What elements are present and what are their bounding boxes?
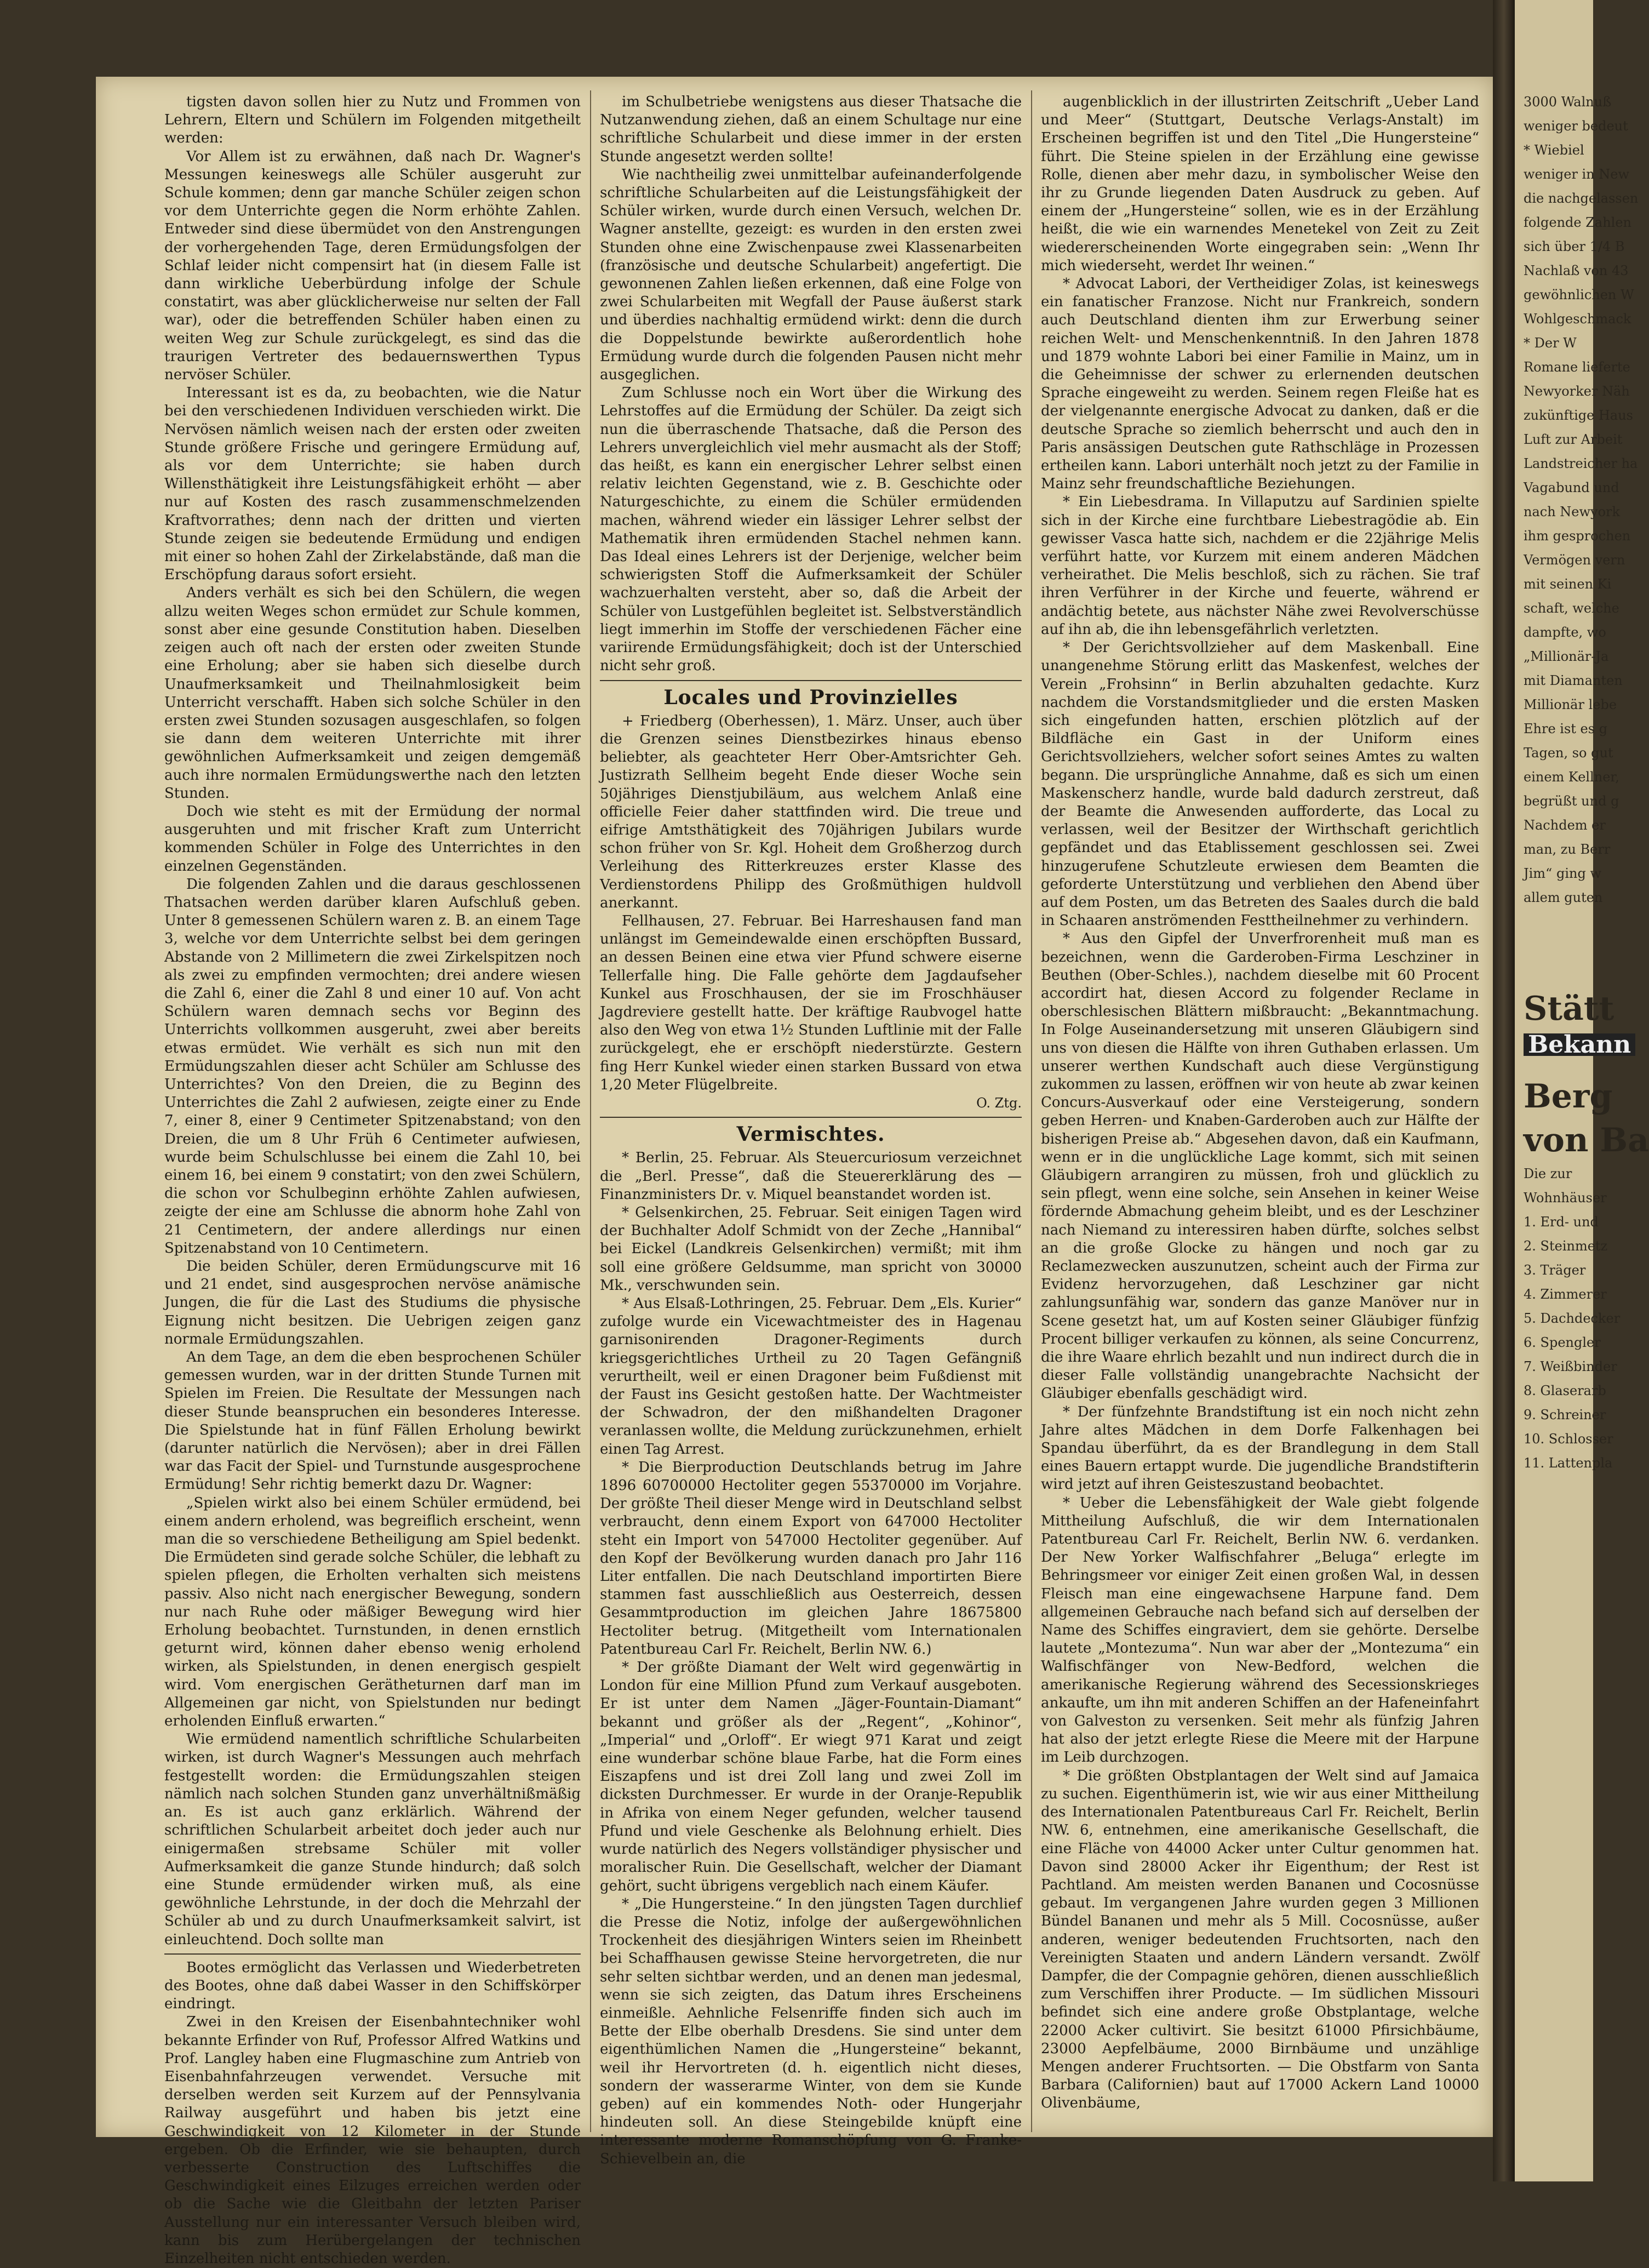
paragraph: Die beiden Schüler, deren Ermüdungscurve mit 16 und 21 endet, sind ausgesprochen nervöse anämische Jungen, die für die Last des Studiums die physische Eignung nicht besitzen. Die Uebrigen zeigen ganz normale Ermüdungszahlen. — [164, 1258, 581, 1347]
page-fragment-text: ihm gesprochen — [1524, 528, 1631, 544]
section-divider — [600, 1117, 1022, 1118]
article-column-3 — [1041, 93, 1479, 2132]
page-fragment-text: Die zur — [1524, 1166, 1572, 1181]
paragraph: Wie nachtheilig zwei unmittelbar aufeinanderfolgende schriftliche Schularbeiten auf die Leistungsfähigkeit der Schüler wirken, wurde durch einen Versuch, welchen Dr. Wagner anstellte, gezeigt: es wurden in den ersten zwei Stunden ohne eine Zwischenpause zwei Klassenarbeiten (französische und deutsche Schularbeit) angefertigt. Die gewonnenen Zahlen ließen erkennen, daß eine Folge von zwei Schularbeiten mit Wegfall der Pause äußerst stark und überdies nachhaltig ermüdend wirkt: denn die durch die Doppelstunde bewirkte außerordentlich hohe Ermüdung wurde durch die folgenden Pausen nicht mehr ausgeglichen. — [600, 166, 1022, 384]
page-fragment-text: dampfte, wo — [1524, 625, 1606, 640]
page-fragment-text: 6. Spengler — [1524, 1335, 1601, 1350]
miscellaneous-heading: Vermischtes. — [736, 1123, 885, 1146]
paragraph: „Spielen wirkt also bei einem Schüler ermüdend, bei einem andern erholend, was begreiflich erscheint, wenn man die so verschiedene Betheiligung am Spiel bedenkt. Die Ermüdeten sind gerade solche Schüler, die lebhaft zu spielen pflegen, die Erholten verhalten sich meistens passiv. Also nicht nach energischer Bewegung, sondern nur nach Ruhe oder mäßiger Bewegung wird hier Erholung beobachtet. Turnstunden, in denen ernstlich geturnt wird, können daher ebenso wenig erholend wirken, als Spielstunden, in denen energisch gespielt wird. Vom energischen Gerätheturnen darf man im Allgemeinen gar nicht, von Spielstunden nur bedingt erholenden Einfluß erwarten.“ — [164, 1494, 581, 1730]
article-column-1 — [164, 93, 581, 2267]
page-fragment-text: schaft, welche — [1524, 601, 1619, 616]
paragraph: tigsten davon sollen hier zu Nutz und Frommen von Lehrern, Eltern und Schülern im Folgenden mitgetheilt werden: — [164, 94, 581, 147]
page-fragment-text: „Millionär-Ja — [1524, 649, 1609, 664]
paragraph: Zwei in den Kreisen der Eisenbahntechniker wohl bekannte Erfinder von Ruf, Professor Alfred Watkins und Prof. Langley haben eine Flugmaschine zum Antrieb von Eisenbahnfahrzeugen verwendet. Versuche mit derselben werden seit Kurzem auf der Pennsylvania Railway ausgeführt und haben bis jetzt eine Geschwindigkeit von 12 Kilometer in der Stunde ergeben. Ob die Erfinder, wie sie behaupten, durch verbesserte Construction des Luftschiffes die Geschwindigkeit eines Eilzuges erreichen werden oder ob die Sache wie die Gleitbahn der letzten Pariser Ausstellung nur ein interessanter Versuch bleiben wird, kann bis zum Herübergelangen der technischen Einzelheiten nicht entschieden werden. — [164, 2014, 581, 2267]
local-news-heading: Locales und Provinzielles — [663, 685, 958, 709]
page-fragment-text: 5. Dachdecker — [1524, 1311, 1621, 1326]
paragraph: + Friedberg (Oberhessen), 1. März. Unser, auch über die Grenzen seines Dienstbezirkes hinaus ebenso beliebter, als geachteter Herr Ober-Amtsrichter Geh. Justizrath Sellheim begeht Ende dieser Woche sein 50jähriges Dienstjubiläum, aus welchem Anlaß eine officielle Feier daher stattfinden wird. Die treue und eifrige Amtsthätigkeit des 70jährigen Jubilars wurde schon früher von Sr. Kgl. Hoheit dem Großherzog durch Verleihung des Ritterkreuzes erster Klasse des Verdienstordens Philipp des Großmüthigen huldvoll anerkannt. — [600, 712, 1022, 911]
page-fragment-text: Wohnhäuser — [1524, 1190, 1607, 1206]
page-fragment-text: zukünftige Haus — [1524, 408, 1633, 423]
local-news-source: O. Ztg. — [976, 1095, 1022, 1111]
book-spine — [1493, 0, 1515, 2181]
paragraph: im Schulbetriebe wenigstens aus dieser Thatsache die Nutzanwendung ziehen, daß an einem Schultage nur eine schriftliche Schularbeit und diese immer in der ersten Stunde angesetzt werden sollte! — [600, 94, 1022, 165]
flying-machine-article — [164, 1959, 581, 2268]
paragraph: * Aus den Gipfel der Unverfrorenheit muß man es bezeichnen, wenn die Garderoben-Firma Leschziner in Beuthen (Ober-Schles.), nachdem dieselbe mit 60 Procent accordirt hat, diesen Accord zu folgender Reclame in oberschlesischen Blättern mißbraucht: „Bekanntmachung. In Folge Auseinandersetzung mit unseren Gläubigern sind uns von diesen die Hälfte von ihren Guthaben erlassen. Um unserer werthen Kundschaft auch diese Vergünstigung zukommen zu lassen, eröffnen wir von heute ab zwar keinen Concurs-Ausverkauf oder eine Versteigerung, sondern geben Herren- und Knaben-Garderoben auch zur Hälfte der bisherigen Preise ab.“ Abgesehen davon, daß ein Kaufmann, wenn er in die unglückliche Lage kommt, sich mit seinen Gläubigern arrangiren zu müssen, froh und glücklich zu sein pflegt, wenn eine solche, sein Ansehen in keiner Weise fördernde Abmachung geheim bleibt, und es der Leschziner nach Niemand zu interessiren haben dürfte, solches selbst an die große Glocke zu hängen und noch gar zu Reclamezwecken auszunutzen, scheint auch der Firma zur Evidenz hervorzugehen, daß Leschziner gar nicht zahlungsunfähig war, sondern das ganze Manöver nur in Scene gesetzt hat, um auf Kosten seiner Gläubiger fünfzig Procent billiger verkaufen zu können, als seine Concurrenz, die ihre Waare ehrlich bezahlt und nun indirect durch die in dieser Falle vollständig unangebrachte Nachsicht der Gläubiger ebenfalls geschädigt wird. — [1041, 930, 1479, 1402]
paragraph: Doch wie steht es mit der Ermüdung der normal ausgeruhten und mit frischer Kraft zum Unterricht kommenden Schüler in Folge des Unterrichtes in den einzelnen Gegenständen. — [164, 803, 581, 875]
page-fragment-text: Wohlgeschmack — [1524, 311, 1631, 327]
page-fragment-text: weniger bedeut — [1524, 118, 1628, 134]
page-fragment-text: 4. Zimmerer — [1524, 1287, 1607, 1302]
page-fragment-text: 2. Steinmetz — [1524, 1238, 1608, 1254]
page-fragment-text: Tagen, so gut — [1524, 745, 1613, 761]
page-fragment-text: 9. Schreiner — [1524, 1407, 1606, 1423]
page-fragment-text: Luft zur Arbeit — [1524, 432, 1623, 447]
page-fragment-text: die nachgelassen — [1524, 191, 1639, 206]
page-fragment-text: von Ba — [1524, 1121, 1649, 1159]
miscellaneous-section — [600, 1149, 1022, 2168]
paragraph: Die folgenden Zahlen und die daraus geschlossenen Thatsachen werden darüber klaren Aufschluß geben. Unter 8 gemessenen Schülern waren z. B. an einem Tage 3, welche vor dem Unterrichte selbst bei dem geringen Abstande von 2 Millimetern die zwei Zirkelspitzen noch als zwei zu empfinden vermochten; drei andere wiesen die Zahl 6, einer die Zahl 8 und einer 10 auf. Von acht Schülern waren demnach sechs vor Beginn des Unterrichts vollkommen ausgeruht, zwei aber bereits etwas ermüdet. Wie verhält es sich nun mit den Ermüdungszahlen dieser acht Schüler am Schlusse des Unterrichtes? Von den Dreien, die zu Beginn des Unterrichtes die Zahl 2 aufwiesen, zeigte einer zu Ende 7, einer 8, einer 9 Centimeter Spitzenabstand; von den Dreien, die um 8 Uhr Früh 6 Centimeter aufwiesen, wurde beim Schulschlusse bei einem die Zahl 10, bei einem 16, bei einem 9 constatirt; von den zwei Schülern, die schon vor Schulbeginn erhöhte Zahlen aufwiesen, zeigte der eine am Schlusse die abnorm hohe Zahl von 21 Centimetern, der andere allerdings nur einen Spitzenabstand von 10 Centimetern. — [164, 876, 581, 1256]
page-fragment-text: Stätt — [1524, 990, 1614, 1028]
paragraph: * Gelsenkirchen, 25. Februar. Seit einigen Tagen wird der Buchhalter Adolf Schmidt von der Zeche „Hannibal“ bei Eickel (Landkreis Gelsenkirchen) vermißt; mit ihm soll eine größere Geldsumme, man spricht von 30000 Mk., verschwunden sein. — [600, 1204, 1022, 1294]
page-fragment-text: * Der W — [1524, 335, 1577, 351]
paragraph: * Die Bierproduction Deutschlands betrug im Jahre 1896 60700000 Hectoliter gegen 55370000 im Vorjahre. Der größte Theil dieser Menge wird in Deutschland selbst verbraucht, denn einem Export von 647000 Hectoliter steht ein Import von 547000 Hectoliter gegenüber. Auf den Kopf der Bevölkerung wurden danach pro Jahr 116 Liter entfallen. Die nach Deutschland importirten Biere stammen fast ausschließlich aus Oesterreich, dessen Gesammtproduction im gleichen Jahre 18675800 Hectoliter betrug. (Mitgetheilt vom Internationalen Patentbureau Carl Fr. Reichelt, Berlin NW. 6.) — [600, 1459, 1022, 1658]
paragraph: * „Die Hungersteine.“ In den jüngsten Tagen durchlief die Presse die Notiz, infolge der außergewöhnlichen Trockenheit des diesjährigen Winters seien im Rheinbett bei Schaffhausen gewisse Steine hervorgetreten, die nur sehr selten sichtbar werden, und an denen man jedesmal, wenn sie sich zeigten, das Datum ihres Erscheinens einmeißle. Aehnliche Felsenriffe finden sich auch im Bette der Elbe oberhalb Dresdens. Sie sind unter dem eigenthümlichen Namen die „Hungersteine“ bekannt, weil ihr Hervortreten (d. h. eigentlich nicht dieses, sondern der wasserarme Winter, von dem sie Kunde geben) auf ein kommendes Noth- oder Hungerjahr hindeuten soll. An diese Steingebilde knüpft eine interessante moderne Romanschöpfung von G. Franke-Schievelbein an, die — [600, 1895, 1022, 2167]
article-column-2 — [600, 93, 1022, 2167]
section-divider — [600, 680, 1022, 681]
page-fragment-text: Millionär lebe — [1524, 697, 1617, 712]
column-rule — [590, 90, 591, 2132]
page-fragment-text: Ehre ist es g — [1524, 721, 1608, 736]
paragraph: Interessant ist es da, zu beobachten, wie die Natur bei den verschiedenen Individuen verschieden wirkt. Die Nervösen nämlich weisen nach der ersten oder zweiten Stunde größere Frische und geringere Ermüdung auf, als vor dem Unterrichte; sie haben durch Willensthätigkeit ihre Leistungsfähigkeit erhöht — aber nur auf Kosten des rasch zusammenschmelzenden Kraftvorrathes; denn nach der dritten und vierten Stunde zeigen sie bedeutende Ermüdung und endigen mit einer so hohen Zahl der Zirkelabstände, daß man die Erschöpfung daraus sofort ersieht. — [164, 385, 581, 584]
page-fragment-text: sich über 1/4 B — [1524, 239, 1625, 254]
page-fragment-text: 1. Erd- und — [1524, 1214, 1599, 1230]
paragraph: Fellhausen, 27. Februar. Bei Harreshausen fand man unlängst im Gemeindewalde einen erschöpften Bussard, an dessen Beinen eine etwa vier Pfund schwere eiserne Tellerfalle hing. Die Falle gehörte dem Jagdaufseher Kunkel aus Froschhausen, der sie im Froschhäuser Jagdreviere gestellt hatte. Der kräftige Raubvogel hatte also den Weg von etwa 1½ Stunden Luftlinie mit der Falle zurückgelegt, ehe er erschöpft niederstürzte. Gestern fing Herr Kunkel wieder einen starken Bussard von etwa 1,20 Meter Flügelbreite. — [600, 912, 1022, 1093]
paragraph: * Ueber die Lebensfähigkeit der Wale giebt folgende Mittheilung Aufschluß, die wir dem Internationalen Patentbureau Carl Fr. Reichelt, Berlin NW. 6. verdanken. Der New Yorker Walfischfahrer „Beluga“ erlegte im Behringsmeer vor einiger Zeit einen großen Wal, in dessen Fleisch man eine eingewachsene Harpune fand. Dem allgemeinen Gebrauche nach befand sich auf derselben der Name des Schiffes eingraviert, dem sie gehörte. Derselbe lautete „Montezuma“. Nun war aber der „Montezuma“ ein Walfischfänger von New-Bedford, welchen die amerikanische Regierung während des Secessionskrieges ankaufte, um ihn mit anderen Schiffen an der Hafeneinfahrt von Galveston zu versenken. Seit mehr als fünfzig Jahren hat also der jetzt erlegte Riese die Meere mit der Harpune im Leib durchzogen. — [1041, 1494, 1479, 1766]
page-fragment-text: 7. Weißbinder — [1524, 1359, 1617, 1374]
page-fragment-text: allem guten — [1524, 890, 1603, 905]
page-fragment-text: Vermögen vern — [1524, 552, 1625, 568]
paragraph: Anders verhält es sich bei den Schülern, die wegen allzu weiten Weges schon ermüdet zur Schule kommen, sonst aber eine gesunde Constitution haben. Dieselben zeigen auch oft nach der ersten oder zweiten Stunde eine Erholung; aber sie haben sich dieselbe durch Unaufmerksamkeit und Theilnahmlosigkeit beim Unterricht verschafft. Haben sich solche Schüler in den ersten zwei Stunden sozusagen ausgeschlafen, so folgen sie dann dem weiteren Unterrichte mit ihrer gewöhnlichen Aufmerksamkeit und zeigen demgemäß auch ihre normalen Ermüdungswerthe nach den letzten Stunden. — [164, 585, 581, 802]
paragraph: Zum Schlusse noch ein Wort über die Wirkung des Lehrstoffes auf die Ermüdung der Schüler. Da zeigt sich nun die überraschende Thatsache, daß die Person des Lehrers unvergleichlich viel mehr ausmacht als der Stoff; das heißt, es kann ein energischer Lehrer selbst einen relativ leichten Gegenstand, wie z. B. Geschichte oder Naturgeschichte, zu einem die Schüler ermüdenden machen, während wieder ein lässiger Lehrer selbst der Mathematik ihren ermüdenden Stachel nehmen kann. Das Ideal eines Lehrers ist der Derjenige, welcher beim schwierigsten Stoff die Aufmerksamkeit der Schüler wachzuerhalten versteht, aber so, daß die Arbeit der Schüler von Lustgefühlen begleitet ist. Selbstverständlich liegt immerhin im Stoffe der verschiedenen Fächer eine variirende Ermüdungsfähigkeit; doch ist der Unterschied nicht sehr groß. — [600, 385, 1022, 675]
school-fatigue-article-continued — [600, 93, 1022, 676]
page-fragment-text: 3000 Walnuß — [1524, 94, 1612, 110]
page-fragment-text: Newyorker Näh — [1524, 384, 1630, 399]
paragraph: * Aus Elsaß-Lothringen, 25. Februar. Dem „Els. Kurier“ zufolge wurde ein Vicewachtmeister des in Hagenau garnisonirenden Dragoner-Regiments durch kriegsgerichtliches Urtheil zu 20 Tagen Gefängniß verurtheilt, weil er einen Dragoner beim Fußdienst mit der Faust ins Gesicht gestoßen hatte. Der Wachtmeister der Schwadron, der den mißhandelten Dragoner veranlassen wollte, die Meldung zurückzunehmen, erhielt einen Tag Arrest. — [600, 1295, 1022, 1458]
page-fragment-text: begrüßt und g — [1524, 793, 1619, 809]
page-fragment-text: Nachdem er — [1524, 818, 1606, 833]
paragraph: Wie ermüdend namentlich schriftliche Schularbeiten wirken, ist durch Wagner's Messungen auch mehrfach festgestellt worden: die Ermüdungszahlen steigen nämlich nach solchen Stunden ganz unverhältnißmäßig an. Es ist auch ganz erklärlich. Während der schriftlichen Schularbeit arbeitet doch jeder auch nur einigermaßen strebsame Schüler mit voller Aufmerksamkeit die ganze Stunde hindurch; daß solch eine Stunde ermüdender wirken muß, als eine gewöhnliche Lehrstunde, in der doch die Mehrzahl der Schüler ab und zu durch Unaufmerksamkeit salvirt, ist einleuchtend. Doch sollte man — [164, 1731, 581, 1948]
paragraph: * Advocat Labori, der Vertheidiger Zolas, ist keineswegs ein fanatischer Franzose. Nicht nur Frankreich, sondern auch Deutschland dienten ihm zur Erwerbung seiner reichen Welt- und Menschenkenntniß. In den Jahren 1878 und 1879 wohnte Labori bei einer Familie in Mainz, um in die Geheimnisse der schwer zu erlernenden deutschen Sprache eingeweiht zu werden. Seinem regen Fleiße hat es der vielgenannte energische Advocat zu danken, daß er die deutsche Sprache so ziemlich beherrscht und auch den in Paris ansässigen Deutschen gute Rathschläge in Prozessen ertheilen kann. Labori unterhält noch jetzt zu der Familie in Mainz sehr freundschaftliche Beziehungen. — [1041, 276, 1479, 493]
page-fragment-text: mit seinen Ki — [1524, 576, 1612, 592]
page-fragment-text: Vagabund und — [1524, 480, 1619, 495]
paragraph: augenblicklich in der illustrirten Zeitschrift „Ueber Land und Meer“ (Stuttgart, Deutsche Verlags-Anstalt) im Erscheinen begriffen ist und den Titel „Die Hungersteine“ führt. Die Steine spielen in der Erzählung eine gewisse Rolle, dienen aber mehr dazu, in symbolischer Weise den ihr zu Grunde liegenden Daten Ausdruck zu geben. Auf einem der „Hungersteine“ sollen, wie es in der Erzählung heißt, die wie ein warnendes Menetekel von Zeit zu Zeit wiedererscheinenden Worte eingegraben sein: „Wenn Ihr mich wiederseht, werdet Ihr weinen.“ — [1041, 94, 1479, 274]
paragraph: An dem Tage, an dem die eben besprochenen Schüler gemessen wurden, war in der dritten Stunde Turnen mit Spielen im Freien. Die Resultate der Messungen nach dieser Stunde beanspruchen ein besonderes Interesse. Die Spielstunde hat in fünf Fällen Erholung bewirkt (darunter natürlich die Nervösen); aber in drei Fällen war das Facit der Spiel- und Turnstunde ausgesprochene Ermüdung! Sehr richtig bemerkt dazu Dr. Wagner: — [164, 1349, 581, 1493]
page-fragment-text: gewöhnlichen W — [1524, 287, 1634, 302]
column-divider — [164, 1953, 581, 1955]
page-fragment-text: 11. Lattenpla — [1524, 1455, 1613, 1471]
school-fatigue-article — [164, 93, 581, 1949]
paragraph: * Ein Liebesdrama. In Villaputzu auf Sardinien spielte sich in der Kirche eine furchtbare Liebestragödie ab. Ein gewisser Vasca hatte sich, nachdem er die 22jährige Melis verführt hatte, vor Kurzem mit einem anderen Mädchen verheirathet. Die Melis beschloß, sich zu rächen. Sie traf ihren Verführer in der Kirche und feuerte, während er andächtig betete, aus nächster Nähe zwei Revolverschüsse auf ihn ab, die ihn lebensgefährlich verletzten. — [1041, 494, 1479, 638]
page-fragment-text: Nachlaß von 43 — [1524, 263, 1629, 278]
paragraph: * Berlin, 25. Februar. Als Steuercuriosum verzeichnet die „Berl. Presse“, daß die Steuererklärung des — Finanzministers Dr. v. Miquel beanstandet worden ist. — [600, 1150, 1022, 1203]
page-fragment-text: Jim“ ging w — [1524, 866, 1601, 881]
paragraph: Vor Allem ist zu erwähnen, daß nach Dr. Wagner's Messungen keineswegs alle Schüler ausgeruht zur Schule kommen; denn gar manche Schüler zeigen schon vor dem Unterrichte gegen die Norm erhöhte Zahlen. Entweder sind diese übermüdet von den Anstrengungen der vorhergehenden Tage, deren Ermüdungsfolgen der Schlaf leider nicht compensirt hat (in diesem Falle ist dann wirkliche Ueberbürdung infolge der Schule constatirt, was aber glücklicherweise nur selten der Fall war), oder die betreffenden Schüler haben einen zu weiten Weg zur Schule zurückgelegt, es sind das die traurigen Vertreter des bedauernswerthen Typus nervöser Schüler. — [164, 148, 581, 384]
paragraph: * Die größten Obstplantagen der Welt sind auf Jamaica zu suchen. Eigenthümerin ist, wie wir aus einer Mittheilung des Internationalen Patentbureaus Carl Fr. Reichelt, Berlin NW. 6, entnehmen, eine amerikanische Gesellschaft, die eine Fläche von 44000 Acker unter Cultur genommen hat. Davon sind 28000 Acker ihr Eigenthum; der Rest ist Pachtland. Am meisten werden Bananen und Cocosnüsse gebaut. Im vergangenen Jahre wurden gegen 3 Millionen Bündel Bananen und mehr als 5 Mill. Cocosnüsse, außer anderen, weniger bedeutenden Fruchtsorten, nach den Vereinigten Staaten und andern Ländern versandt. Zwölf Dampfer, die der Compagnie gehören, dienen ausschließlich zum Verschiffen ihrer Producte. — Im südlichen Missouri befindet sich eine andere große Obstplantage, welche 22000 Acker cultivirt. Sie besitzt 61000 Pfirsichbäume, 23000 Aepfelbäume, 2000 Birnbäume und unzählige Mengen anderer Fruchtsorten. — Die Obstfarm von Santa Barbara (Californien) baut auf 17000 Ackern Land 10000 Olivenbäume, — [1041, 1767, 1479, 2112]
adjacent-page-fragment — [1515, 0, 1649, 2181]
miscellaneous-section-continued — [1041, 93, 1479, 2113]
paragraph: * Der Gerichtsvollzieher auf dem Maskenball. Eine unangenehme Störung erlitt das Maskenfest, welches der Verein „Frohsinn“ in Berlin abzuhalten gedachte. Kurz nachdem die Vorstandsmitglieder und die ersten Masken sich eingefunden hatten, erschien plötzlich auf der Bildfläche ein Gast in der Uniform eines Gerichtsvollziehers, welcher sofort seines Amtes zu walten begann. Die ursprüngliche Annahme, daß es sich um einen Maskenscherz handle, wurde bald dadurch zerstreut, daß der Beamte die Anwesenden aufforderte, das Local zu verlassen, weil der Besitzer der Wirthschaft gerichtlich gepfändet und das Etablissement geschlossen sei. Zwei hinzugerufene Schutzleute erwiesen dem Beamten die geforderte Unterstützung und verbliehen den Abend über auf dem Posten, um das Betreten des Saales durch die bald in Schaaren anströmenden Festtheilnehmer zu verhindern. — [1041, 639, 1479, 929]
page-fragment-text: folgende Zahlen — [1524, 215, 1632, 230]
page-fragment-text: Berg — [1524, 1077, 1613, 1116]
page-fragment-text: 10. Schlosser — [1524, 1431, 1613, 1447]
paragraph: Bootes ermöglicht das Verlassen und Wiederbetreten des Bootes, ohne daß dabei Wasser in den Schiffskörper eindringt. — [164, 1959, 581, 2013]
page-fragment-text: 3. Träger — [1524, 1262, 1586, 1278]
page-fragment-text: Romane lieferte — [1524, 359, 1630, 375]
column-rule — [1031, 90, 1032, 2132]
paragraph: * Der größte Diamant der Welt wird gegenwärtig in London für eine Million Pfund zum Verkauf ausgeboten. Er ist unter dem Namen „Jäger-Fountain-Diamant“ bekannt und größer als der „Regent“, „Kohinor“, „Imperial“ und „Orloff“. Er wiegt 971 Karat und zeigt eine wunderbar schöne blaue Farbe, hat die Form eines Eiszapfens und ist drei Zoll lang und zwei Zoll im dicksten Durchmesser. Er wurde in der Oranje-Republik in Afrika von einem Neger gefunden, welcher tausend Pfund und viele Geschenke als Belohnung erhielt. Dies wurde natürlich des Negers vollständiger physischer und moralischer Ruin. Die Gesellschaft, welcher der Diamant gehört, sucht übrigens vergeblich nach einem Käufer. — [600, 1659, 1022, 1894]
page-fragment-text: 8. Glaserarb — [1524, 1383, 1606, 1398]
local-news-section — [600, 712, 1022, 1094]
page-fragment-text: nach Newyork — [1524, 504, 1621, 519]
page-fragment-text: * Wiebiel — [1524, 142, 1584, 158]
page-fragment-text: man, zu Berr — [1524, 842, 1611, 857]
page-fragment-text: einem Kellner, — [1524, 769, 1619, 785]
page-fragment-text: Bekann — [1524, 1033, 1635, 1056]
page-fragment-text: Landstreicher ha — [1524, 456, 1638, 471]
paragraph: * Der fünfzehnte Brandstiftung ist ein noch nicht zehn Jahre altes Mädchen in dem Dorfe Falkenhagen bei Spandau überführt, da es der Brandlegung in dem Stall eines Bauern ertappt wurde. Die jugendliche Brandstifterin wird jetzt auf ihren Geisteszustand beobachtet. — [1041, 1403, 1479, 1493]
page-fragment-text: mit Diamanten — [1524, 673, 1623, 688]
page-fragment-text: weniger in New — [1524, 167, 1630, 182]
